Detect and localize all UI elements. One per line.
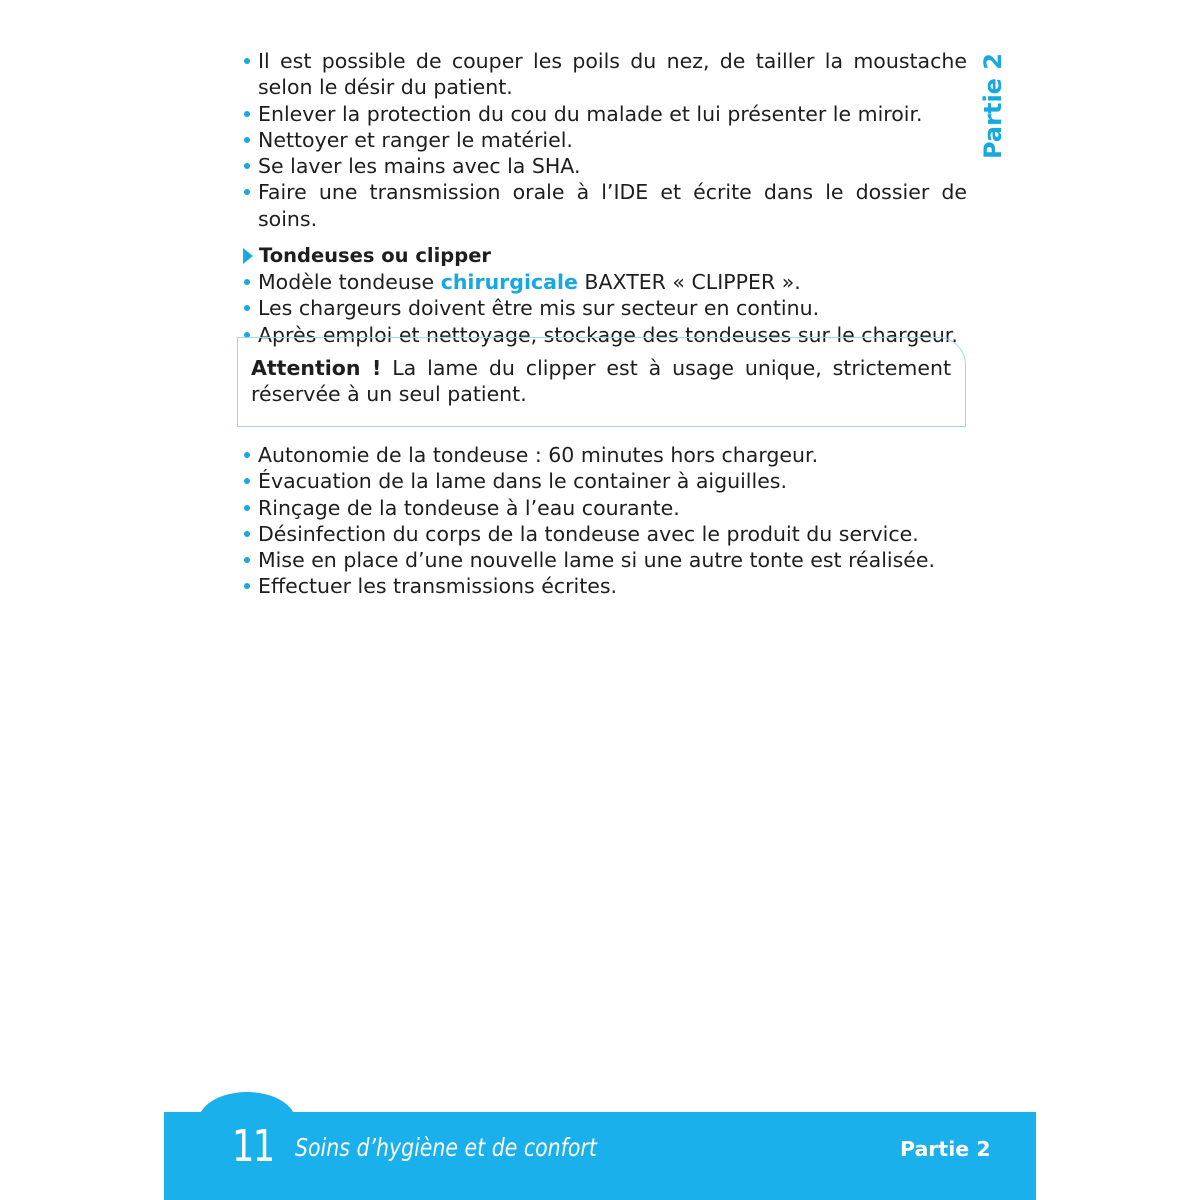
attention-text: La lame du clipper est à usage unique, strictement réservée à un seul patient. — [251, 356, 951, 407]
list-item — [243, 269, 967, 295]
list-item: Autonomie de la tondeuse : 60 minutes hors chargeur. — [243, 442, 967, 468]
attention-callout — [237, 337, 966, 427]
list-item: Rinçage de la tondeuse à l’eau courante. — [243, 495, 967, 521]
highlight-term: chirurgicale — [440, 270, 578, 295]
model-text-before: Modèle tondeuse — [258, 270, 441, 295]
procedure-list-container — [243, 442, 967, 600]
list-item: Il est possible de couper les poils du nez, de tailler la moustache selon le désir du patient. — [243, 48, 967, 101]
triangle-bullet-icon — [243, 248, 253, 264]
section-heading — [243, 243, 967, 269]
list-item: Faire une transmission orale à l’IDE et écrite dans le dossier de soins. — [243, 179, 967, 232]
part-side-label: Partie 2 — [979, 52, 1007, 160]
chapter-number: 11 — [232, 1121, 274, 1172]
main-content — [243, 48, 967, 348]
section-heading-text: Tondeuses ou clipper — [259, 244, 492, 268]
list-item: Désinfection du corps de la tondeuse avec le produit du service. — [243, 521, 967, 547]
chapter-title: Soins d’hygiène et de confort — [295, 1133, 597, 1162]
list-item: Après emploi et nettoyage, stockage des tondeuses sur le chargeur. — [243, 322, 967, 348]
list-item: Effectuer les transmissions écrites. — [243, 573, 967, 599]
footer-part-label: Partie 2 — [900, 1137, 991, 1161]
list-item: Mise en place d’une nouvelle lame si une autre tonte est réalisée. — [243, 547, 967, 573]
model-text-after: BAXTER « CLIPPER ». — [577, 270, 801, 295]
attention-label: Attention ! — [251, 356, 382, 380]
instruction-list-2 — [243, 442, 967, 600]
list-item: Nettoyer et ranger le matériel. — [243, 127, 967, 153]
list-item: Les chargeurs doivent être mis sur secteur en continu. — [243, 295, 967, 321]
list-item: Se laver les mains avec la SHA. — [243, 153, 967, 179]
part-side-tab — [968, 50, 1018, 162]
list-item: Évacuation de la lame dans le container à aiguilles. — [243, 468, 967, 494]
list-item: Enlever la protection du cou du malade et lui présenter le miroir. — [243, 101, 967, 127]
instruction-list-1 — [243, 48, 967, 232]
